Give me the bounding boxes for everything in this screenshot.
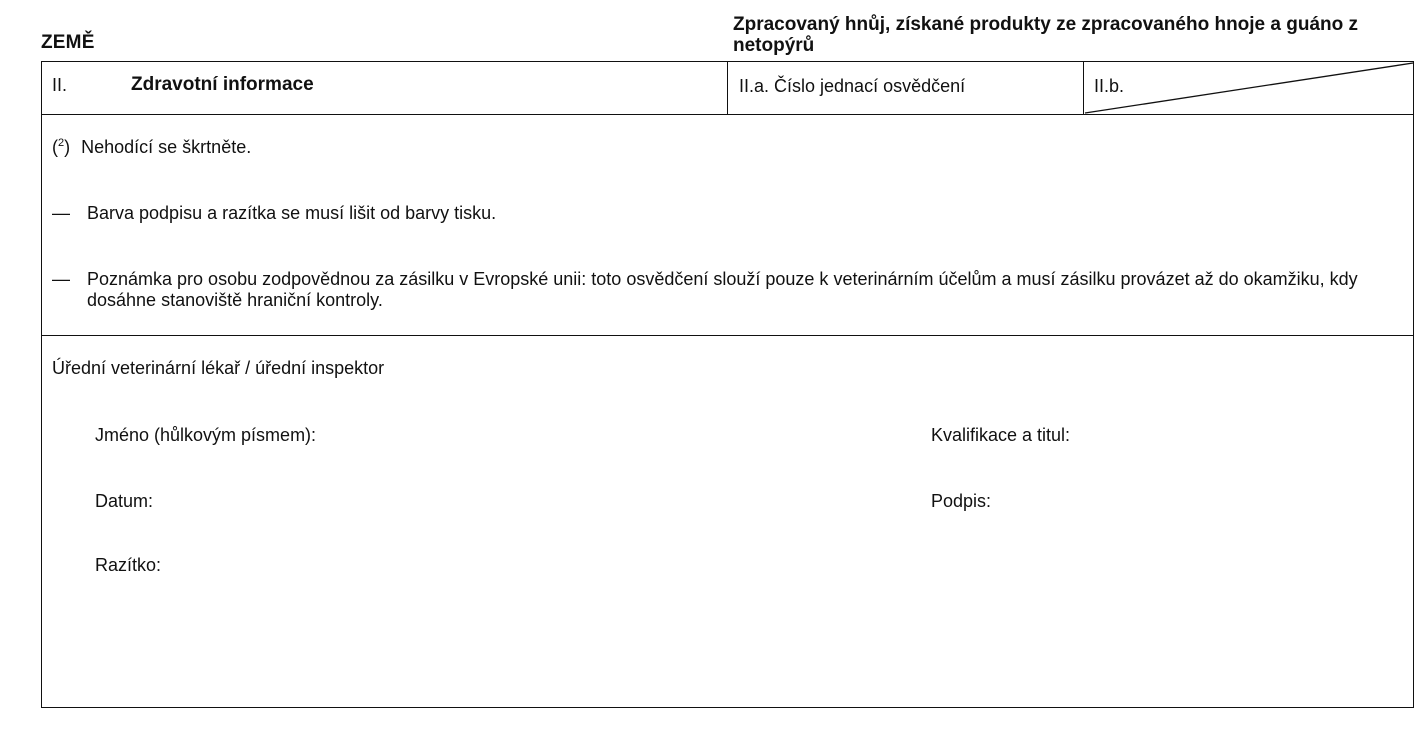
qualification-field-label: Kvalifikace a titul: — [931, 425, 1071, 445]
section-title: Zdravotní informace — [131, 74, 314, 95]
footnote-number: 2 — [58, 137, 65, 149]
header-cell-divider-1 — [727, 61, 728, 115]
iib-diagonal-strike — [1083, 61, 1414, 115]
note-text: Poznámka pro osobu zodpovědnou za zásilku v Evropské unii: toto osvědčení slouží pouze k veterinárním účelům a musí zásilku provázet až do okamžiku, kdy dosáhne stanoviště hraniční kontroly. — [87, 269, 1358, 310]
note-consignment — [52, 269, 1412, 311]
footnote-close-paren: ) — [64, 137, 71, 157]
official-label: Úřední veterinární lékař / úřední inspektor — [52, 358, 385, 378]
note-signature-colour — [52, 203, 1412, 224]
country-label: ZEMĚ — [41, 32, 95, 53]
note-text: Barva podpisu a razítka se musí lišit od barvy tisku. — [87, 203, 497, 223]
signature-field-label: Podpis: — [931, 491, 992, 511]
name-field-label: Jméno (hůlkovým písmem): — [95, 425, 317, 445]
footnote-note — [52, 137, 251, 158]
note-dash: — — [52, 269, 70, 289]
stamp-field-label: Razítko: — [95, 555, 162, 575]
certificate-title: Zpracovaný hnůj, získané produkty ze zpracovaného hnoje a guáno z netopýrů — [733, 14, 1359, 56]
reference-number-label: II.a. Číslo jednací osvědčení — [739, 76, 966, 96]
footnote-open-paren: ( — [52, 137, 58, 157]
notes-divider — [41, 335, 1414, 336]
iib-label: II.b. — [1094, 76, 1125, 96]
footnote-text: Nehodící se škrtněte. — [81, 137, 252, 157]
note-dash: — — [52, 203, 70, 223]
section-number: II. — [52, 75, 68, 95]
date-field-label: Datum: — [95, 491, 154, 511]
certificate-frame — [41, 61, 1414, 708]
